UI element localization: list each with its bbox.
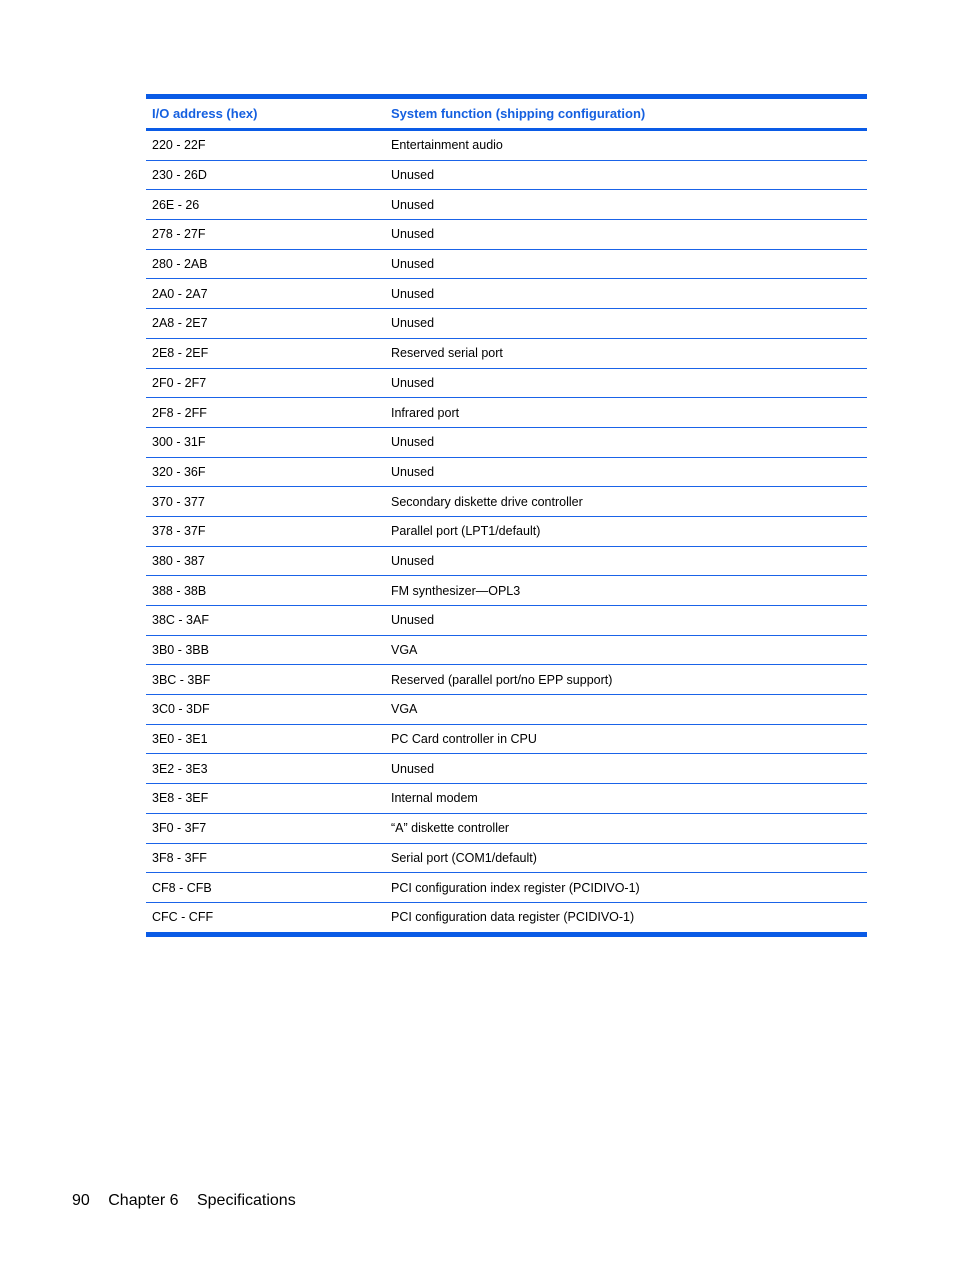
table-row xyxy=(146,279,867,309)
table-row xyxy=(146,487,867,517)
io-address-cell: 320 - 36F xyxy=(146,457,385,487)
table-row xyxy=(146,724,867,754)
chapter-label: Chapter 6 xyxy=(108,1192,179,1209)
system-function-cell: Unused xyxy=(385,546,867,576)
table-row xyxy=(146,130,867,161)
system-function-cell: VGA xyxy=(385,635,867,665)
system-function-cell: Unused xyxy=(385,309,867,339)
system-function-cell: Entertainment audio xyxy=(385,130,867,161)
system-function-cell: Unused xyxy=(385,754,867,784)
io-address-cell: 3C0 - 3DF xyxy=(146,695,385,725)
system-function-cell: Secondary diskette drive controller xyxy=(385,487,867,517)
table-row xyxy=(146,635,867,665)
system-function-cell: Unused xyxy=(385,427,867,457)
system-function-cell: Unused xyxy=(385,190,867,220)
io-address-cell: 2F0 - 2F7 xyxy=(146,368,385,398)
io-address-cell: 2A0 - 2A7 xyxy=(146,279,385,309)
column-header-system-function: System function (shipping configuration) xyxy=(385,97,867,130)
system-function-cell: Reserved (parallel port/no EPP support) xyxy=(385,665,867,695)
io-address-cell: 3BC - 3BF xyxy=(146,665,385,695)
table-row xyxy=(146,190,867,220)
system-function-cell: Unused xyxy=(385,606,867,636)
system-function-cell: Unused xyxy=(385,457,867,487)
io-address-cell: 38C - 3AF xyxy=(146,606,385,636)
table-row xyxy=(146,398,867,428)
io-address-cell: 230 - 26D xyxy=(146,160,385,190)
system-function-cell: Internal modem xyxy=(385,784,867,814)
system-function-cell: VGA xyxy=(385,695,867,725)
io-address-cell: 300 - 31F xyxy=(146,427,385,457)
table-row xyxy=(146,754,867,784)
table-body xyxy=(146,130,867,935)
system-function-cell: Unused xyxy=(385,220,867,250)
io-address-cell: 3F0 - 3F7 xyxy=(146,813,385,843)
io-address-cell: 3E8 - 3EF xyxy=(146,784,385,814)
table-row xyxy=(146,902,867,934)
io-address-cell: CFC - CFF xyxy=(152,910,214,925)
table-row xyxy=(146,873,867,903)
table-row xyxy=(146,249,867,279)
io-address-table xyxy=(146,94,867,937)
system-function-cell: Unused xyxy=(385,368,867,398)
system-function-cell: PC Card controller in CPU xyxy=(385,724,867,754)
io-address-cell: 2E8 - 2EF xyxy=(146,338,385,368)
table-header-row xyxy=(146,97,867,130)
io-address-cell: 388 - 38B xyxy=(146,576,385,606)
table-row xyxy=(146,606,867,636)
io-address-cell: CF8 - CFB xyxy=(146,873,385,903)
table-row xyxy=(146,546,867,576)
io-address-cell: 3B0 - 3BB xyxy=(146,635,385,665)
table-row xyxy=(146,784,867,814)
table-row xyxy=(146,160,867,190)
table-row xyxy=(146,843,867,873)
table-row xyxy=(146,368,867,398)
system-function-cell: Infrared port xyxy=(385,398,867,428)
table-row xyxy=(146,427,867,457)
section-label: Specifications xyxy=(196,1192,296,1209)
io-address-cell: 3E2 - 3E3 xyxy=(146,754,385,784)
page-footer xyxy=(72,1192,296,1210)
io-address-cell: 380 - 387 xyxy=(146,546,385,576)
table-row xyxy=(146,813,867,843)
system-function-cell: Serial port (COM1/default) xyxy=(385,843,867,873)
io-address-cell: 26E - 26 xyxy=(146,190,385,220)
column-header-io-address: I/O address (hex) xyxy=(146,97,385,130)
io-address-cell: 2F8 - 2FF xyxy=(146,398,385,428)
table-row xyxy=(146,309,867,339)
system-function-cell: “A” diskette controller xyxy=(385,813,867,843)
io-address-cell: 2A8 - 2E7 xyxy=(146,309,385,339)
io-address-cell: 370 - 377 xyxy=(146,487,385,517)
table-row xyxy=(146,457,867,487)
system-function-cell: PCI configuration index register (PCIDIVO-1) xyxy=(385,873,867,903)
table-row xyxy=(146,576,867,606)
system-function-cell: Unused xyxy=(385,249,867,279)
system-function-cell: Parallel port (LPT1/default) xyxy=(385,516,867,546)
table-row xyxy=(146,338,867,368)
table-row xyxy=(146,220,867,250)
table-row xyxy=(146,695,867,725)
system-function-cell: Reserved serial port xyxy=(385,338,867,368)
io-address-cell: 280 - 2AB xyxy=(146,249,385,279)
system-function-cell: PCI configuration data register (PCIDIVO-1) xyxy=(391,910,635,925)
table-row xyxy=(146,665,867,695)
system-function-cell: Unused xyxy=(385,160,867,190)
system-function-cell: Unused xyxy=(385,279,867,309)
page-number: 90 xyxy=(72,1192,90,1209)
io-address-cell: 3E0 - 3E1 xyxy=(146,724,385,754)
table-row xyxy=(146,516,867,546)
io-address-cell: 378 - 37F xyxy=(146,516,385,546)
io-address-cell: 220 - 22F xyxy=(146,130,385,161)
io-address-cell: 278 - 27F xyxy=(146,220,385,250)
system-function-cell: FM synthesizer—OPL3 xyxy=(385,576,867,606)
io-address-cell: 3F8 - 3FF xyxy=(146,843,385,873)
